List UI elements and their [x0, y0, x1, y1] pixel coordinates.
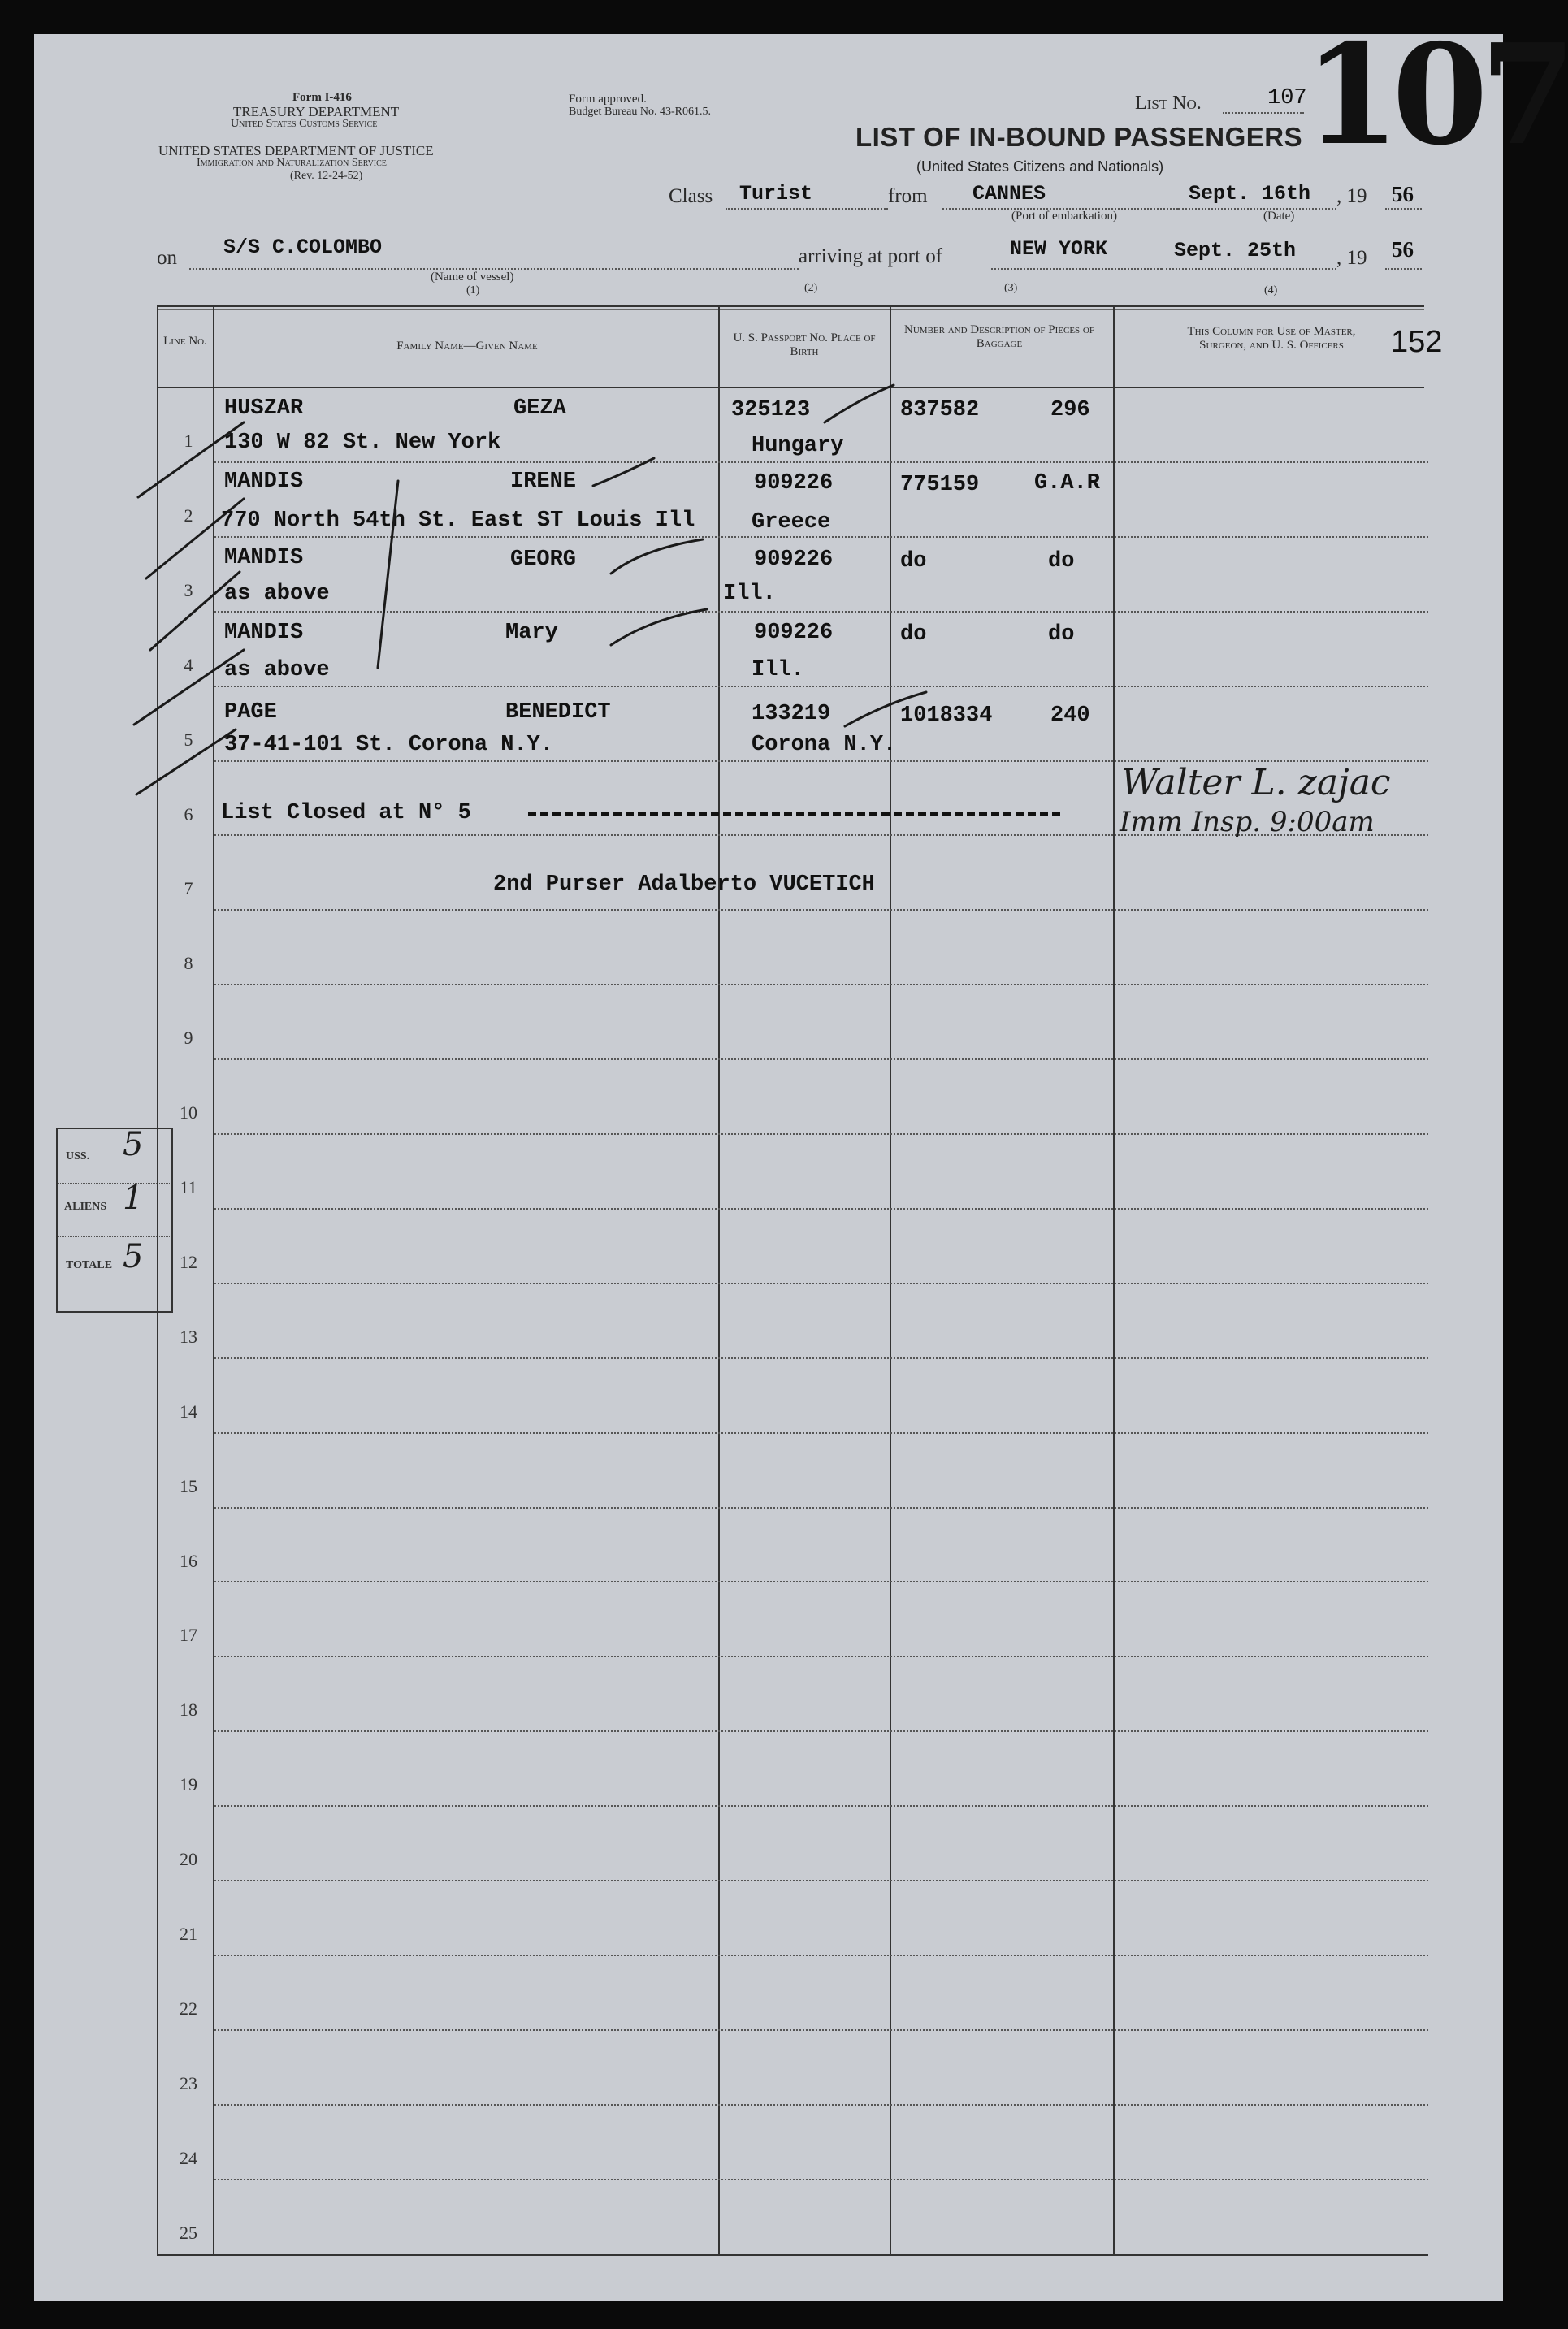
entry-3-baggage-no: do [900, 549, 927, 574]
entry-3-family: MANDIS [224, 546, 304, 570]
line-number: 17 [180, 1625, 197, 1645]
agency-ins: Immigration and Naturalization Service [197, 157, 387, 169]
row-rule [214, 686, 1428, 687]
column-caption-3: (3) [1004, 282, 1018, 294]
class-label: Class [669, 185, 713, 207]
entry-1-passport: 325123 [731, 398, 811, 422]
entry-4-baggage-desc: do [1048, 622, 1075, 647]
entry-3-baggage-desc: do [1048, 549, 1075, 574]
entry-2-address: 770 North 54th St. East ST Louis Ill [221, 509, 695, 533]
row-rule [214, 1955, 1428, 1956]
row-rule [214, 984, 1428, 985]
column-header-line: Line No. [163, 335, 207, 348]
line-number: 5 [184, 729, 193, 750]
column-caption-1: (1) [466, 284, 480, 297]
manifest-sheet [34, 34, 1503, 2301]
embark-caption: (Port of embarkation) [1011, 210, 1117, 223]
entry-4-passport: 909226 [754, 621, 834, 645]
row-rule [214, 1581, 1428, 1582]
entry-2-family: MANDIS [224, 470, 304, 494]
year-prefix-1: , 19 [1336, 185, 1367, 207]
line-number: 7 [184, 878, 193, 898]
line-number: 8 [184, 953, 193, 973]
entry-3-address: as above [224, 582, 330, 606]
agency-treasury: TREASURY DEPARTMENT [233, 104, 400, 119]
arriving-label: arriving at port of [799, 245, 943, 267]
row-rule [214, 1805, 1428, 1807]
closing-rule [528, 812, 1060, 816]
entry-5-passport: 133219 [752, 702, 831, 726]
form-number: Form I-416 [292, 91, 352, 104]
arrival-port: NEW YORK [1010, 237, 1108, 261]
stamp-totale-value: 5 [123, 1238, 144, 1275]
entry-4-baggage-no: do [900, 622, 927, 647]
line-number: 6 [184, 804, 193, 825]
row-rule [214, 909, 1428, 911]
column-caption-2: (2) [804, 282, 818, 294]
line-number: 12 [180, 1252, 197, 1272]
entry-4-family: MANDIS [224, 621, 304, 645]
row-rule [214, 611, 1428, 613]
entry-1-given: GEZA [513, 396, 566, 421]
agency-justice: UNITED STATES DEPARTMENT OF JUSTICE [158, 143, 434, 158]
row-rule [214, 2029, 1428, 2031]
document-title: LIST OF IN-BOUND PASSENGERS [855, 122, 1303, 152]
entry-3-given: GEORG [510, 548, 577, 572]
line-number: 25 [180, 2223, 197, 2243]
stamp-uss-value: 5 [123, 1126, 144, 1163]
arrival-year: 56 [1392, 237, 1414, 262]
entry-5-given: BENEDICT [505, 700, 611, 725]
page-number: 152 [1391, 325, 1443, 359]
row-rule [214, 1432, 1428, 1434]
row-rule [214, 461, 1428, 463]
line-number: 3 [184, 580, 193, 600]
departure-date: Sept. 16th [1189, 182, 1311, 206]
line-number: 14 [180, 1401, 197, 1422]
list-number: 107 [1267, 86, 1307, 110]
entry-3-passport: 909226 [754, 548, 834, 572]
line-number: 15 [180, 1476, 197, 1496]
list-label: List No. [1135, 93, 1202, 114]
list-closed-text: List Closed at N° 5 [221, 801, 471, 825]
column-header-officers: This Column for Use of Master, Surgeon, and U. S. Officers [1187, 325, 1356, 352]
entry-1-birth: Hungary [752, 434, 844, 458]
departure-year: 56 [1392, 182, 1414, 206]
line-number: 2 [184, 505, 193, 526]
officer-note-line-2: Imm Insp. 9:00am [1120, 806, 1375, 838]
entry-5-baggage-no: 1018334 [900, 703, 993, 728]
row-rule [214, 536, 1428, 538]
entry-5-address: 37-41-101 St. Corona N.Y. [224, 733, 554, 757]
officer-note-line-1: Walter L. zajac [1121, 762, 1391, 803]
stamp-uss-label: USS. [66, 1150, 90, 1162]
on-label: on [157, 247, 177, 269]
stamp-totale-label: TOTALE [66, 1259, 113, 1271]
entry-5-baggage-desc: 240 [1050, 703, 1090, 728]
line-number: 10 [180, 1102, 197, 1123]
row-rule [214, 1730, 1428, 1732]
stamp-aliens-label: ALIENS [64, 1201, 107, 1213]
year-prefix-2: , 19 [1336, 247, 1367, 269]
line-number: 4 [184, 655, 193, 675]
entry-2-passport: 909226 [754, 471, 834, 496]
line-number: 1 [184, 431, 193, 451]
document-subtitle: (United States Citizens and Nationals) [916, 158, 1164, 175]
line-number: 24 [180, 2148, 197, 2168]
line-number: 21 [180, 1924, 197, 1944]
agency-customs: United States Customs Service [231, 118, 378, 130]
approval-line-2: Budget Bureau No. 43-R061.5. [569, 106, 711, 118]
line-number: 16 [180, 1551, 197, 1571]
date-caption: (Date) [1263, 210, 1295, 223]
entry-1-baggage-desc: 296 [1050, 398, 1090, 422]
entry-2-birth: Greece [752, 510, 831, 535]
column-caption-4: (4) [1264, 284, 1278, 297]
from-value: CANNES [972, 182, 1046, 206]
purser-signature-text: 2nd Purser Adalberto VUCETICH [493, 872, 875, 897]
row-rule [214, 1208, 1428, 1210]
row-rule [214, 1357, 1428, 1359]
line-number: 20 [180, 1849, 197, 1869]
entry-1-family: HUSZAR [224, 396, 304, 421]
column-header-name: Family Name—Given Name [396, 340, 538, 353]
arrival-date: Sept. 25th [1174, 239, 1297, 262]
entry-4-birth: Ill. [752, 658, 804, 682]
from-label: from [888, 185, 928, 207]
entry-2-given: IRENE [510, 470, 577, 494]
line-number: 23 [180, 2073, 197, 2093]
stamp-aliens-value: 1 [123, 1180, 144, 1217]
vessel-name: S/S C.COLOMBO [223, 236, 383, 259]
line-number: 13 [180, 1327, 197, 1347]
row-rule [214, 1133, 1428, 1135]
column-header-baggage: Number and Description of Pieces of Baggage [904, 323, 1094, 350]
entry-4-given: Mary [505, 621, 558, 645]
form-revision: (Rev. 12-24-52) [290, 170, 363, 182]
row-rule [214, 1507, 1428, 1509]
column-header-passport: U. S. Passport No. Place of Birth [733, 331, 876, 358]
line-number: 11 [180, 1177, 197, 1197]
class-value: Turist [739, 182, 813, 206]
entry-5-family: PAGE [224, 700, 277, 725]
entry-2-baggage-desc: G.A.R [1034, 471, 1101, 496]
line-number: 9 [184, 1028, 193, 1048]
entry-2-baggage-no: 775159 [900, 473, 980, 497]
row-rule [214, 1058, 1428, 1060]
line-number: 19 [180, 1774, 197, 1794]
entry-1-address: 130 W 82 St. New York [224, 431, 501, 455]
row-rule [214, 1283, 1428, 1284]
row-rule [214, 1880, 1428, 1881]
vessel-caption: (Name of vessel) [431, 271, 514, 284]
row-rule [214, 2179, 1428, 2180]
entry-1-baggage-no: 837582 [900, 398, 980, 422]
entry-4-address: as above [224, 658, 330, 682]
approval-line-1: Form approved. [569, 93, 647, 106]
list-number-stamp: 107 [1304, 14, 1568, 176]
passenger-count-stamp [56, 1128, 173, 1313]
line-number: 18 [180, 1699, 197, 1720]
line-number: 22 [180, 1998, 197, 2019]
row-rule [214, 1656, 1428, 1657]
entry-5-birth: Corona N.Y. [752, 733, 897, 757]
entry-3-birth: Ill. [723, 582, 776, 606]
row-rule [214, 2104, 1428, 2106]
